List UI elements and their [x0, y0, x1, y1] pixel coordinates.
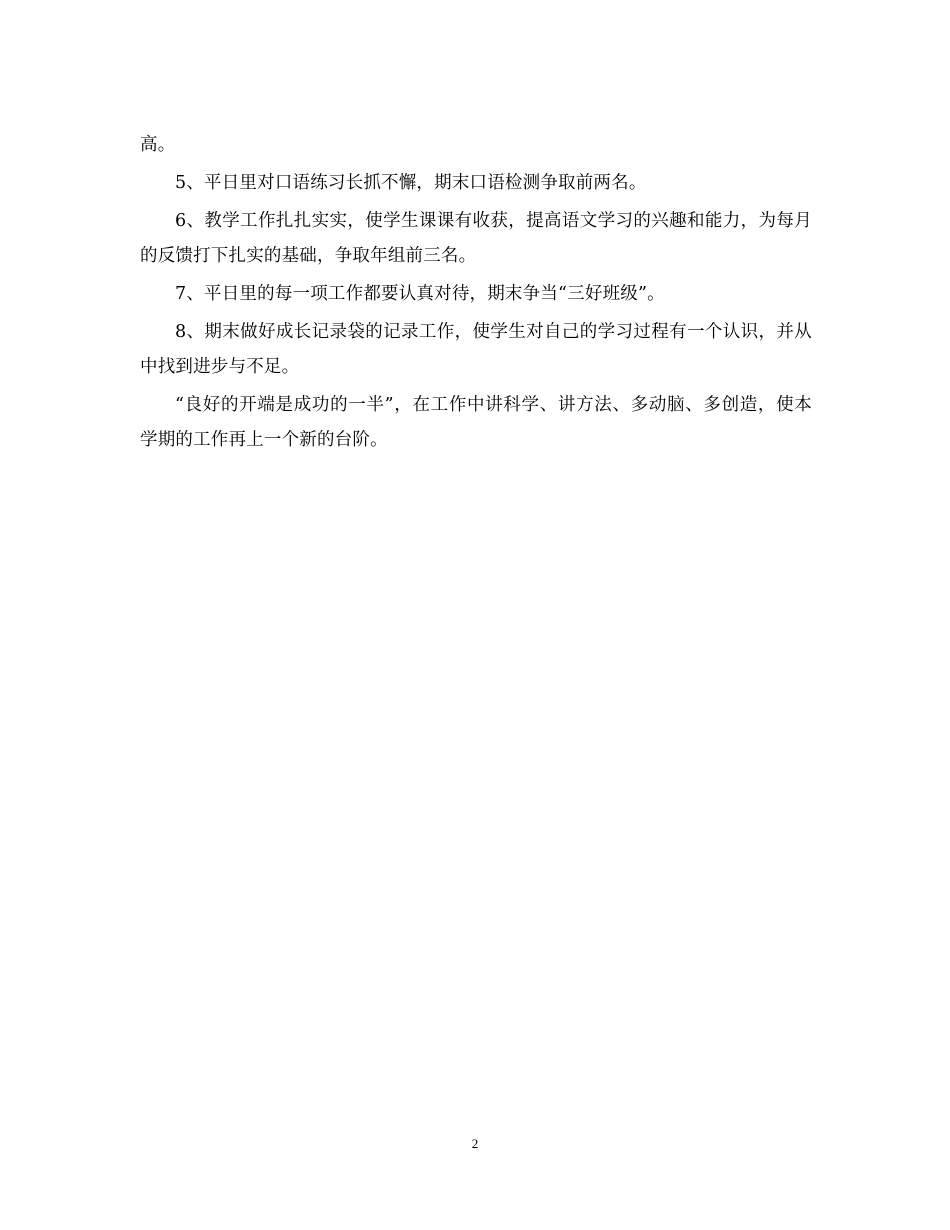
body-text — [140, 128, 812, 461]
paragraph-item-7: 7、平日里的每一项工作都要认真对待，期末争当“三好班级”。 — [175, 284, 665, 304]
paragraph-closing: “良好的开端是成功的一半”，在工作中讲科学、讲方法、多动脑、多创造，使本学期的工作再上一个新的台阶。 — [140, 395, 812, 450]
paragraph-item-6: 6、教学工作扎扎实实，使学生课课有收获，提高语文学习的兴趣和能力，为每月的反馈打下扎实的基础，争取年组前三名。 — [140, 211, 812, 266]
paragraph-continuation: 高。 — [140, 135, 176, 155]
paragraph-item-5: 5、平日里对口语练习长抓不懈，期末口语检测争取前两名。 — [175, 173, 647, 193]
page-number: 2 — [471, 1136, 479, 1151]
paragraph-item-8: 8、期末做好成长记录袋的记录工作，使学生对自己的学习过程有一个认识，并从中找到进步与不足。 — [140, 322, 812, 377]
